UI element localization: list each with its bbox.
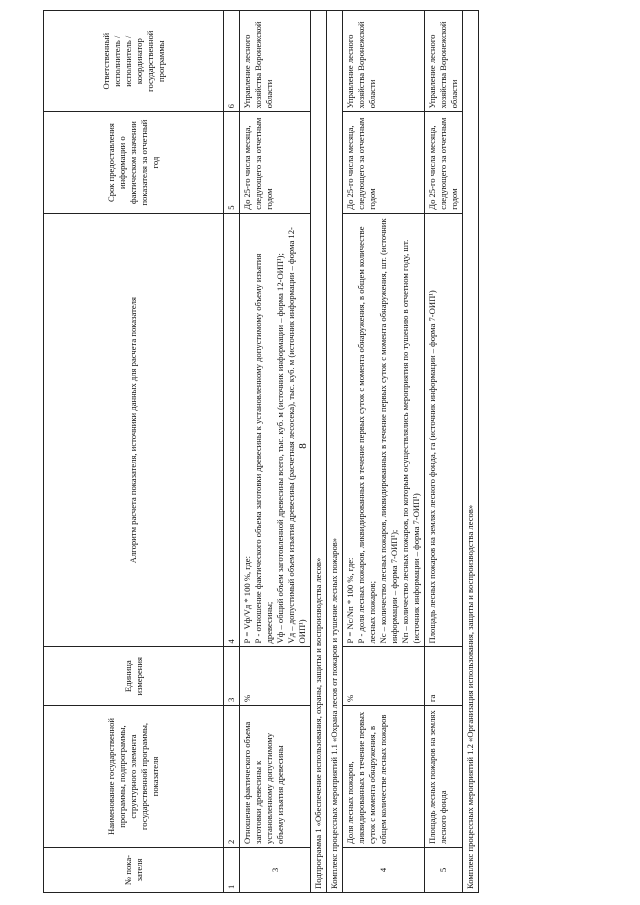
- column-number: 6: [224, 11, 240, 112]
- indicator-table-container: [43, 10, 603, 893]
- column-number: 1: [224, 847, 240, 892]
- row-number: 5: [425, 847, 463, 892]
- algorithm-line: Vф – общий объем заготовленной древесины всего, тыс. куб. м (источник информации – форма 12-ОИП¹);: [275, 253, 285, 644]
- indicator-deadline: До 25-го числа месяца, следующего за отчетным годом: [343, 112, 425, 213]
- page-number: 8: [296, 443, 309, 449]
- indicator-unit: %: [240, 647, 311, 706]
- header-row: [44, 11, 224, 893]
- header-responsible: Ответственный исполнитель / исполнитель / координатор государственной программы: [44, 11, 224, 112]
- column-number: 4: [224, 213, 240, 647]
- header-deadline: Срок предоставления информации о фактическом значении показателя за отчетный год: [44, 112, 224, 213]
- complex-title: Комплекс процессных мероприятий 1.2 «Организация использования, защиты и воспроизводства лесов»: [463, 11, 479, 893]
- algorithm-line: Площадь лесных пожаров на землях лесного фонда, га (источник информации – форма 7-ОИП¹): [427, 290, 437, 644]
- column-number: 5: [224, 112, 240, 213]
- algorithm-line: Р = Nс/Nп * 100 %, где:: [345, 557, 355, 644]
- indicator-name: Доля лесных пожаров, ликвидированных в течение первых суток с момента обнаружения, в общем количестве лесных пожаров: [343, 706, 425, 848]
- indicator-unit: %: [343, 647, 425, 706]
- rotated-page-area: [43, 10, 603, 893]
- column-number: 3: [224, 647, 240, 706]
- algorithm-line: Р - доля лесных пожаров, ликвидированных в течение первых суток с момента обнаружения, в общем количестве лесных пожаров;: [356, 226, 377, 644]
- column-number-row: [224, 11, 240, 893]
- row-number: 3: [240, 847, 311, 892]
- complex-row: [463, 11, 479, 893]
- header-algorithm: Алгоритм расчета показателя, источники данных для расчета показателя: [44, 213, 224, 647]
- algorithm-line: Nс – количество лесных пожаров, ликвидированных в течение первых суток с момента обнаружения, шт. (источник информации – форма 7-ОИП¹);: [378, 218, 399, 644]
- complex-row: [327, 11, 343, 893]
- indicator-algorithm: [425, 213, 463, 647]
- indicator-responsible: Управление лесного хозяйства Воронежской области: [343, 11, 425, 112]
- indicator-deadline: До 25-го числа месяца, следующего за отчетным годом: [425, 112, 463, 213]
- header-name: Наименование государственной программы, подпрограммы, структурного элемента государственной программы, показателя: [44, 706, 224, 848]
- indicator-name: Отношение фактического объема заготовки древесины к установленному допустимому объему изъятия древесины: [240, 706, 311, 848]
- indicator-unit: га: [425, 647, 463, 706]
- algorithm-line: Р = Vф/Vд * 100 %, где:: [242, 556, 252, 644]
- complex-title: Комплекс процессных мероприятий 1.1 «Охрана лесов от пожаров и тушение лесных пожаров»: [327, 11, 343, 893]
- indicator-responsible: Управление лесного хозяйства Воронежской области: [240, 11, 311, 112]
- indicator-table: [43, 10, 479, 893]
- indicator-deadline: До 25-го числа месяца, следующего за отчетным годом: [240, 112, 311, 213]
- algorithm-line: Р - отношение фактического объема заготовки древесины к установленному допустимому объему изъятия древесины;: [253, 253, 274, 644]
- table-row: [343, 11, 425, 893]
- indicator-responsible: Управление лесного хозяйства Воронежской области: [425, 11, 463, 112]
- table-row: [240, 11, 311, 893]
- header-unit: Единица измерения: [44, 647, 224, 706]
- subprogram-title: Подпрограмма 1 «Обеспечение использования, охраны, защиты и воспроизводства лесов»: [311, 11, 327, 893]
- algorithm-line: Vд – допустимый объем изъятия древесины (расчетная лесосека), тыс. куб. м (источник информации – форма 12-ОИП¹): [286, 227, 307, 644]
- table-row: [425, 11, 463, 893]
- algorithm-line: Nп – количество лесных пожаров, по которым осуществлялись мероприятия по тушению в отчетном году, шт. (источник информации – форма 7-ОИП¹): [400, 239, 421, 644]
- indicator-name: Площадь лесных пожаров на землях лесного фонда: [425, 706, 463, 848]
- indicator-algorithm: [240, 213, 311, 647]
- indicator-algorithm: [343, 213, 425, 647]
- subprogram-row: [311, 11, 327, 893]
- row-number: 4: [343, 847, 425, 892]
- header-num: № пока-зателя: [44, 847, 224, 892]
- column-number: 2: [224, 706, 240, 848]
